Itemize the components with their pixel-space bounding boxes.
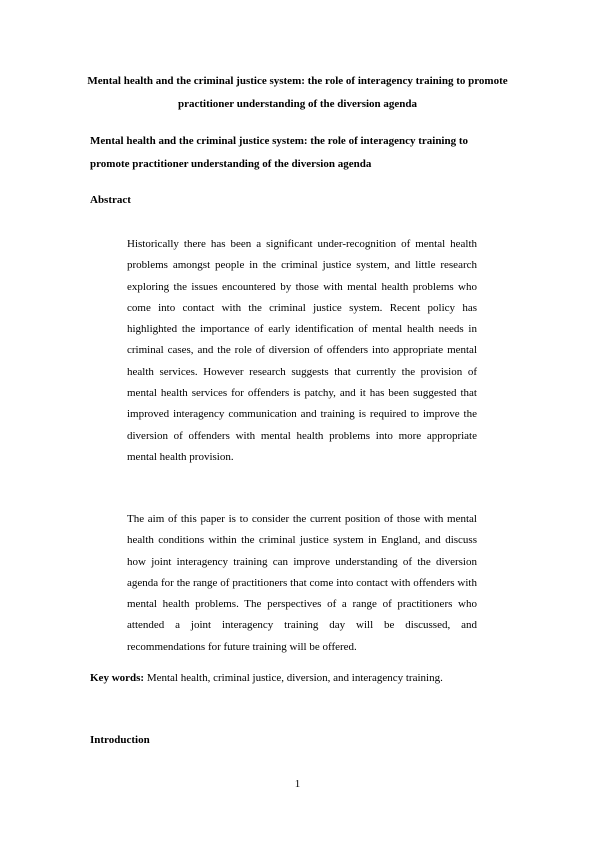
keywords-text: Mental health, criminal justice, diversion, and interagency training.: [146, 672, 443, 684]
introduction-heading: Introduction: [90, 734, 150, 746]
abstract-paragraph: Historically there has been a significant under-recognition of mental health problems amongst people in the criminal justice system, and little research exploring the issues encountered by those with mental health problems who come into contact with the criminal justice system. Recent policy has highlighted the importance of early identification of mental health needs in criminal cases, and the role of diversion of offenders into appropriate mental health services. However research suggests that currently the provision of mental health services for offenders is patchy, and it has been suggested that improved interagency communication and training is required to improve the diversion of offenders with mental health problems into more appropriate mental health provision.: [127, 238, 477, 463]
paper-title: Mental health and the criminal justice system: the role of interagency training to promote practitioner understanding of the diversion agenda: [87, 75, 508, 110]
paper-title-repeated: Mental health and the criminal justice system: the role of interagency training to promote practitioner understanding of the diversion agenda: [90, 135, 469, 170]
abstract-heading: Abstract: [90, 194, 131, 206]
page-number: 1: [294, 778, 301, 790]
abstract-paragraph: The aim of this paper is to consider the current position of those with mental health conditions within the criminal justice system in England, and discuss how joint interagency training can improve understanding of the diversion agenda for the range of practitioners that come into contact with offenders with mental health problems. The perspectives of a range of practitioners who attended a joint interagency training day will be discussed, and recommendations for future training will be offered.: [127, 513, 477, 653]
keywords-label: Key words:: [90, 672, 145, 684]
keywords-line: [90, 672, 510, 684]
